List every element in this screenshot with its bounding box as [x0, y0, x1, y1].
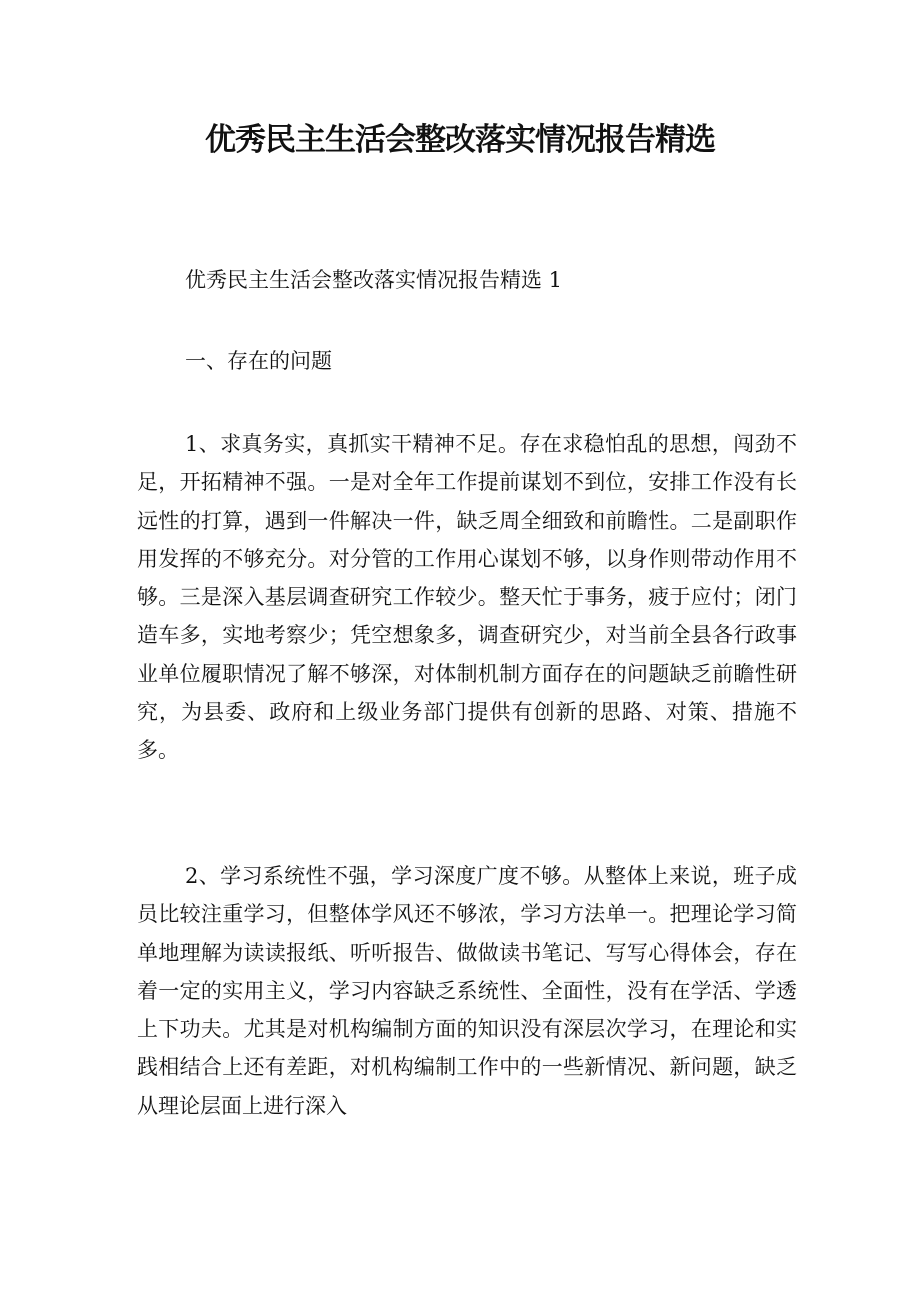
- document-title: 优秀民主生活会整改落实情况报告精选: [205, 122, 715, 158]
- section-heading: 一、存在的问题: [185, 349, 332, 373]
- report-subtitle: 优秀民主生活会整改落实情况报告精选 1: [185, 268, 563, 292]
- paragraph-2: 2、学习系统性不强，学习深度广度不够。从整体上来说，班子成员比较注重学习，但整体学风还不够浓，学习方法单一。把理论学习简单地理解为读读报纸、听听报告、做做读书笔记、写写心得体会，存在着一定的实用主义，学习内容缺乏系统性、全面性，没有在学活、学透上下功夫。尤其是对机构编制方面的知识没有深层次学习，在理论和实践相结合上还有差距，对机构编制工作中的一些新情况、新问题，缺乏从理论层面上进行深入: [137, 864, 797, 1118]
- paragraph-1: 1、求真务实，真抓实干精神不足。存在求稳怕乱的思想，闯劲不足，开拓精神不强。一是对全年工作提前谋划不到位，安排工作没有长远性的打算，遇到一件解决一件，缺乏周全细致和前瞻性。二是副职作用发挥的不够充分。对分管的工作用心谋划不够，以身作则带动作用不够。三是深入基层调查研究工作较少。整天忙于事务，疲于应付；闭门造车多，实地考察少；凭空想象多，调查研究少，对当前全县各行政事业单位履职情况了解不够深，对体制机制方面存在的问题缺乏前瞻性研究，为县委、政府和上级业务部门提供有创新的思路、对策、措施不多。: [137, 432, 797, 763]
